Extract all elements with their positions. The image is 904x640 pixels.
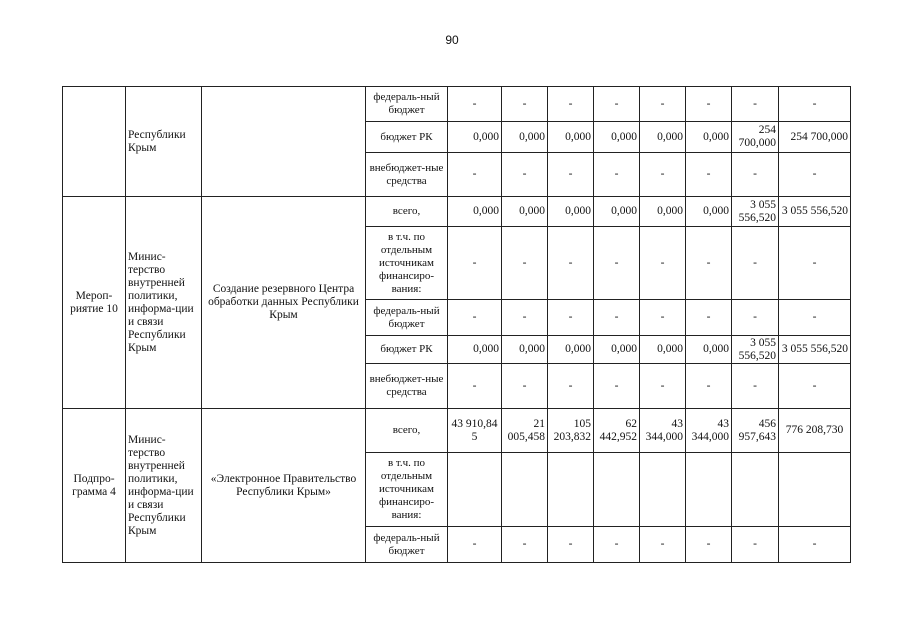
table-row (63, 197, 851, 227)
value-cell: - (686, 364, 732, 409)
value-cell: - (640, 300, 686, 336)
value-cell: 3 055 556,520 (732, 336, 779, 364)
value-cell: - (732, 300, 779, 336)
value-cell: - (502, 227, 548, 300)
value-cell: 0,000 (686, 122, 732, 153)
value-cell (502, 453, 548, 527)
funding-source-cell: всего, (366, 197, 448, 227)
value-cell: - (686, 300, 732, 336)
value-cell: 0,000 (594, 197, 640, 227)
value-cell: - (594, 364, 640, 409)
activity-name-cell: «Электронное Правительство Республики Крым» (202, 409, 366, 563)
value-cell: - (448, 227, 502, 300)
value-cell: 43 910,84 5 (448, 409, 502, 453)
value-cell: 0,000 (594, 336, 640, 364)
value-cell: - (640, 364, 686, 409)
funding-source-cell: федераль-ный бюджет (366, 527, 448, 563)
value-cell: - (594, 87, 640, 122)
value-cell: - (548, 153, 594, 197)
value-cell: - (640, 227, 686, 300)
funding-source-cell: бюджет РК (366, 122, 448, 153)
value-cell: 3 055 556,520 (779, 197, 851, 227)
value-cell: 43 344,000 (686, 409, 732, 453)
funding-source-cell: федераль-ный бюджет (366, 87, 448, 122)
value-cell: 0,000 (502, 197, 548, 227)
value-cell: - (448, 87, 502, 122)
value-cell (640, 453, 686, 527)
value-cell: 3 055 556,520 (779, 336, 851, 364)
value-cell: 0,000 (686, 336, 732, 364)
value-cell: 0,000 (448, 336, 502, 364)
value-cell: - (548, 527, 594, 563)
value-cell: 254 700,000 (779, 122, 851, 153)
value-cell: - (502, 364, 548, 409)
value-cell: - (779, 527, 851, 563)
value-cell: - (548, 364, 594, 409)
value-cell: 105 203,832 (548, 409, 594, 453)
activity-name-cell: Создание резервного Центра обработки данных Республики Крым (202, 197, 366, 409)
value-cell: - (548, 300, 594, 336)
value-cell: - (732, 364, 779, 409)
funding-source-cell: внебюджет-ные средства (366, 153, 448, 197)
value-cell: - (640, 527, 686, 563)
value-cell: - (779, 364, 851, 409)
executor-cell: Республики Крым (126, 87, 202, 197)
value-cell: - (594, 153, 640, 197)
value-cell: - (732, 87, 779, 122)
value-cell: 0,000 (640, 336, 686, 364)
value-cell: - (448, 153, 502, 197)
value-cell: - (779, 87, 851, 122)
funding-source-cell: в т.ч. по отдельным источникам финансиро-вания: (366, 453, 448, 527)
funding-source-cell: бюджет РК (366, 336, 448, 364)
value-cell: 0,000 (640, 122, 686, 153)
value-cell: - (594, 227, 640, 300)
value-cell: - (502, 87, 548, 122)
value-cell: - (594, 527, 640, 563)
value-cell: 21 005,458 (502, 409, 548, 453)
value-cell: - (686, 227, 732, 300)
value-cell: - (732, 527, 779, 563)
value-cell: 0,000 (686, 197, 732, 227)
funding-source-cell: в т.ч. по отдельным источникам финансиро-вания: (366, 227, 448, 300)
value-cell: - (686, 527, 732, 563)
value-cell (732, 453, 779, 527)
value-cell: - (502, 153, 548, 197)
value-cell: 0,000 (502, 122, 548, 153)
value-cell: - (502, 527, 548, 563)
value-cell: - (779, 153, 851, 197)
value-cell: 0,000 (448, 122, 502, 153)
code-cell: Мероп-риятие 10 (63, 197, 126, 409)
code-cell: Подпро-грамма 4 (63, 409, 126, 563)
value-cell: 43 344,000 (640, 409, 686, 453)
value-cell: - (732, 227, 779, 300)
value-cell: 0,000 (502, 336, 548, 364)
funding-source-cell: внебюджет-ные средства (366, 364, 448, 409)
value-cell: - (686, 87, 732, 122)
value-cell: 254 700,000 (732, 122, 779, 153)
value-cell: 456 957,643 (732, 409, 779, 453)
budget-table (62, 86, 851, 563)
value-cell: - (502, 300, 548, 336)
executor-cell: Минис-терство внутренней политики, информа-ции и связи Республики Крым (126, 197, 202, 409)
value-cell: - (448, 364, 502, 409)
value-cell (448, 453, 502, 527)
table-row (63, 87, 851, 122)
page-number: 90 (445, 33, 459, 47)
executor-cell: Минис-терство внутренней политики, информа-ции и связи Республики Крым (126, 409, 202, 563)
value-cell: - (640, 87, 686, 122)
funding-source-cell: всего, (366, 409, 448, 453)
value-cell: - (779, 300, 851, 336)
value-cell: - (548, 87, 594, 122)
value-cell: 776 208,730 (779, 409, 851, 453)
activity-name-cell (202, 87, 366, 197)
value-cell: 0,000 (448, 197, 502, 227)
value-cell (548, 453, 594, 527)
code-cell (63, 87, 126, 197)
value-cell (779, 453, 851, 527)
value-cell: - (686, 153, 732, 197)
value-cell: 3 055 556,520 (732, 197, 779, 227)
value-cell: 0,000 (548, 197, 594, 227)
value-cell: - (732, 153, 779, 197)
value-cell: - (594, 300, 640, 336)
value-cell: 0,000 (548, 122, 594, 153)
value-cell: 62 442,952 (594, 409, 640, 453)
funding-source-cell: федераль-ный бюджет (366, 300, 448, 336)
value-cell: 0,000 (548, 336, 594, 364)
value-cell: - (548, 227, 594, 300)
value-cell: - (448, 300, 502, 336)
value-cell: - (448, 527, 502, 563)
value-cell: - (640, 153, 686, 197)
value-cell: 0,000 (640, 197, 686, 227)
value-cell (686, 453, 732, 527)
table-row (63, 409, 851, 453)
value-cell: 0,000 (594, 122, 640, 153)
value-cell: - (779, 227, 851, 300)
value-cell (594, 453, 640, 527)
